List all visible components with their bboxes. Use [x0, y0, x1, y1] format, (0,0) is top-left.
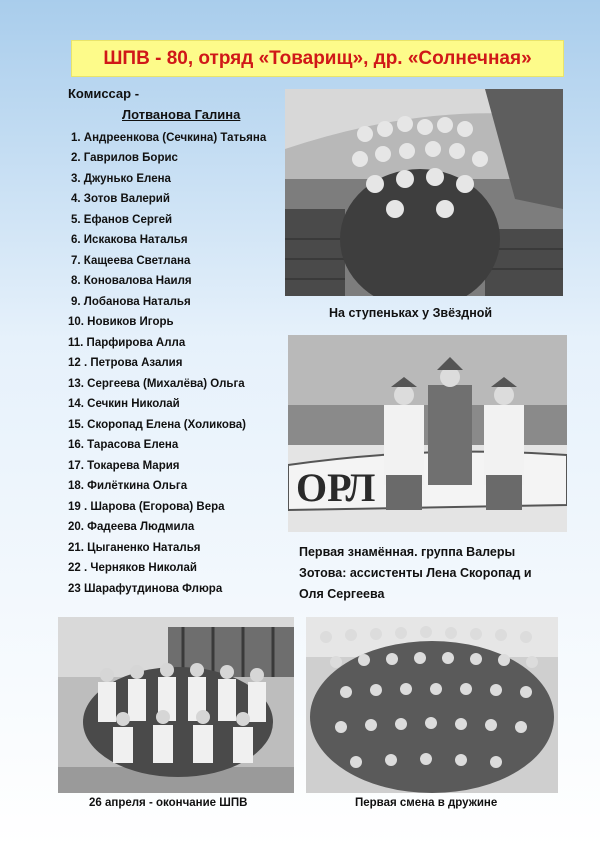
photo-banner-group [288, 335, 567, 532]
roster-item: 12 . Петрова Азалия [68, 357, 183, 369]
caption-line: Оля Сергеева [299, 587, 385, 601]
roster-item: 4. Зотов Валерий [71, 193, 170, 205]
roster-item: 8. Коновалова Наиля [71, 275, 192, 287]
roster-item: 2. Гаврилов Борис [71, 152, 178, 164]
caption-banner-group [299, 542, 589, 605]
caption-druzhina: Первая смена в дружине [355, 797, 498, 809]
roster-item: 13. Сергеева (Михалёва) Ольга [68, 378, 245, 390]
roster-item: 10. Новиков Игорь [68, 316, 174, 328]
roster-item: 9. Лобанова Наталья [71, 296, 191, 308]
caption-finish: 26 апреля - окончание ШПВ [89, 797, 248, 809]
photo-steps [285, 89, 563, 296]
roster-item: 17. Токарева Мария [68, 460, 180, 472]
roster-item: 23 Шарафутдинова Флюра [68, 583, 223, 595]
roster-item: 6. Искакова Наталья [71, 234, 188, 246]
photo-finish [58, 617, 294, 793]
roster-item: 7. Кащеева Светлана [71, 255, 191, 267]
roster-item: 20. Фадеева Людмила [68, 521, 195, 533]
caption-line: Первая знамённая. группа Валеры [299, 545, 516, 559]
commissar-label: Комиссар - [68, 86, 140, 101]
title-banner [71, 40, 564, 77]
roster-item: 22 . Черняков Николай [68, 562, 197, 574]
roster-item: 3. Джунько Елена [71, 173, 171, 185]
roster-item: 16. Тарасова Елена [68, 439, 179, 451]
roster-item: 14. Сечкин Николай [68, 398, 180, 410]
roster-item: 19 . Шарова (Егорова) Вера [68, 501, 225, 513]
caption-steps: На ступеньках у Звёздной [329, 306, 493, 320]
photo-druzhina [306, 617, 558, 793]
commissar-name: Лотванова Галина [122, 107, 241, 122]
banner-sign-text: ОРЛ [296, 465, 376, 510]
roster-item: 21. Цыганенко Наталья [68, 542, 201, 554]
roster-item: 1. Андреенкова (Сечкина) Татьяна [71, 132, 267, 144]
page-title: ШПВ - 80, отряд «Товарищ», др. «Солнечная» [103, 47, 532, 69]
roster-item: 15. Скоропад Елена (Холикова) [68, 419, 246, 431]
roster-item: 11. Парфирова Алла [68, 337, 186, 349]
roster-item: 18. Филёткина Ольга [68, 480, 188, 492]
caption-line: Зотова: ассистенты Лена Скоропад и [299, 566, 532, 580]
roster-item: 5. Ефанов Сергей [71, 214, 173, 226]
